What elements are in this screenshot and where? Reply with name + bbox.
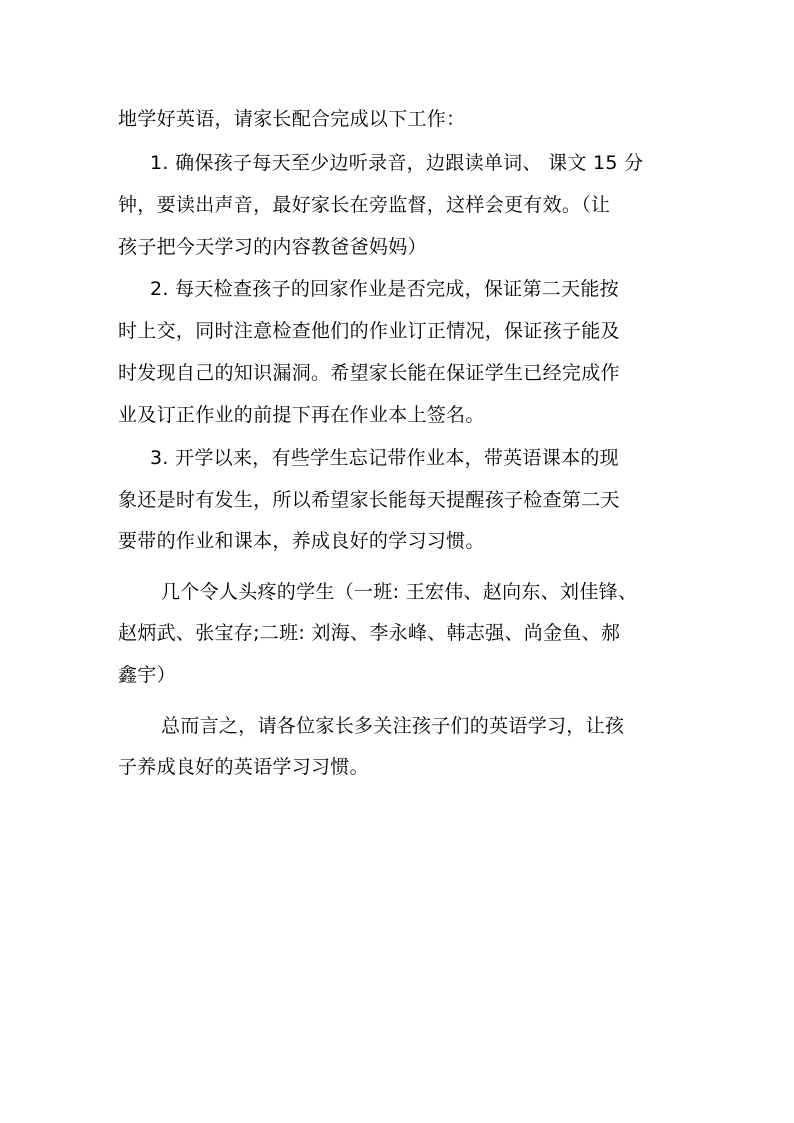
text-line-9: 3. 开学以来，有些学生忘记带作业本，带英语课本的现 (150, 447, 619, 469)
text-line-12: 几个令人头疼的学生（一班: 王宏伟、赵向东、刘佳锋、 (161, 581, 638, 603)
text-line-6: 时上交，同时注意检查他们的作业订正情况，保证孩子能及 (118, 320, 620, 342)
text-line-8: 业及订正作业的前提下再在作业本上签名。 (118, 404, 485, 426)
text-line-10: 象还是时有发生，所以希望家长能每天提醒孩子检查第二天 (118, 489, 620, 511)
text-line-15: 总而言之，请各位家长多关注孩子们的英语学习，让孩 (161, 715, 625, 737)
text-line-13: 赵炳武、张宝存;二班: 刘海、李永峰、韩志强、尚金鱼、郝 (118, 622, 621, 644)
text-line-4: 孩子把今天学习的内容教爸爸妈妈） (118, 236, 427, 258)
text-line-11: 要带的作业和课本，养成良好的学习习惯。 (118, 530, 485, 552)
text-line-3: 钟，要读出声音，最好家长在旁监督，这样会更有效。（让 (118, 194, 611, 216)
text-line-16: 子养成良好的英语学习习惯。 (118, 756, 369, 778)
text-line-7: 时发现自己的知识漏洞。希望家长能在保证学生已经完成作 (118, 362, 620, 384)
text-line-1: 地学好英语，请家长配合完成以下工作： (118, 108, 466, 130)
text-line-5: 2. 每天检查孩子的回家作业是否完成，保证第二天能按 (150, 278, 619, 300)
text-line-2: 1. 确保孩子每天至少边听录音，边跟读单词、 课文 15 分 (150, 152, 644, 174)
text-line-14: 鑫宇） (118, 664, 176, 686)
